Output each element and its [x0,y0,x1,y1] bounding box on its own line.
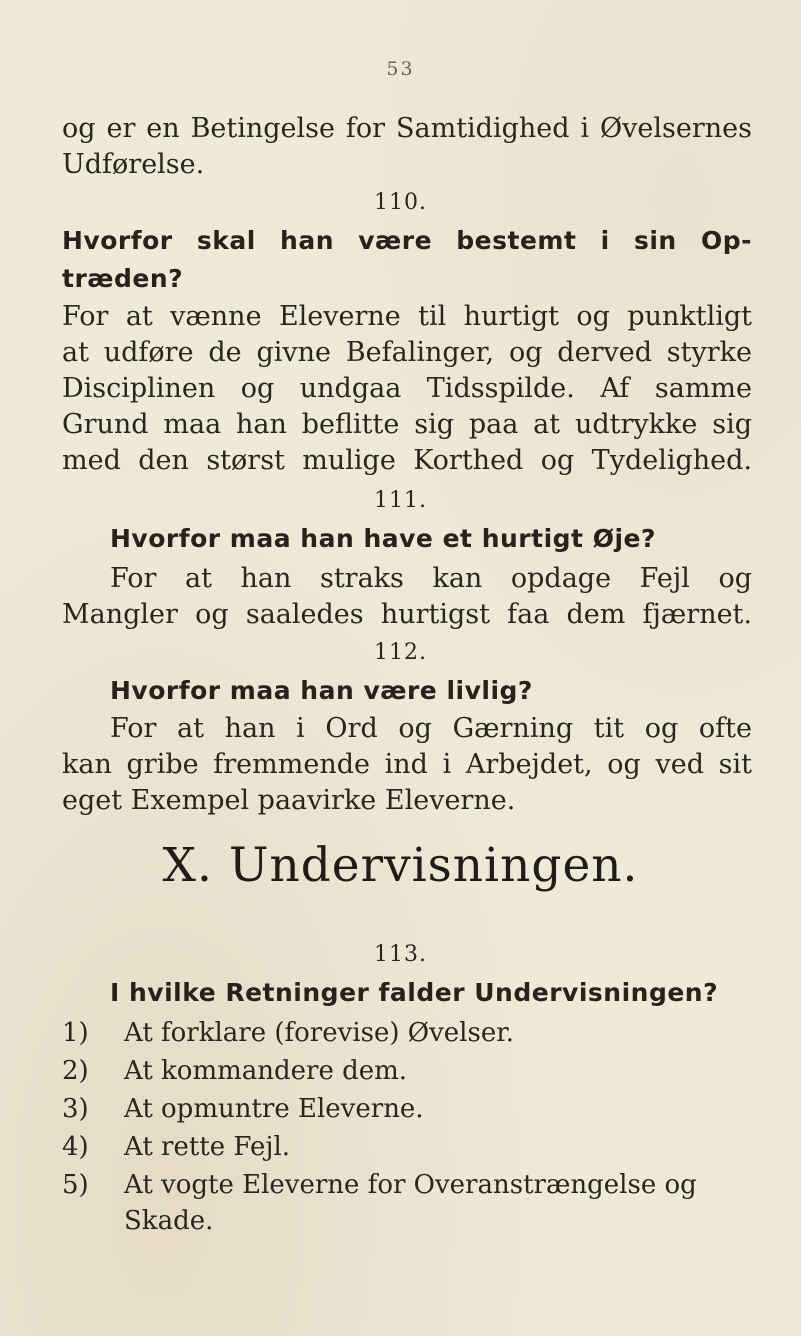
list-item-2-text: At kommandere dem. [124,1056,408,1086]
page-number: 53 [386,58,415,80]
list-item-3-text: At opmuntre Eleverne. [124,1094,424,1124]
section-number-110: 110. [374,190,427,215]
list-item-5-continuation: Skade. [124,1206,214,1236]
list-item-1-text: At forklare (forevise) Øvelser. [124,1018,515,1048]
answer-110-line-2: at udføre de givne Befalinger, og derved styrke [62,337,752,368]
list-item-5 [62,1168,697,1202]
question-113: I hvilke Retninger falder Undervisningen? [110,978,719,1007]
list-item-1 [62,1016,514,1050]
answer-110-line-4: Grund maa han beflitte sig paa at udtrykke sig [62,409,752,440]
answer-110-line-3: Disciplinen og undgaa Tidsspilde. Af samme [62,373,752,404]
section-number-111: 111. [374,488,427,513]
list-item-5-number: 5) [62,1170,89,1200]
section-number-113: 113. [374,942,427,967]
list-item-4 [62,1130,290,1164]
list-item-3 [62,1092,424,1126]
list-item-3-number: 3) [62,1094,89,1124]
chapter-heading: X. Undervisningen. [162,838,639,893]
intro-line-1: og er en Betingelse for Samtidighed i Øvelsernes [62,113,752,144]
question-110-line-2: træden? [62,264,184,293]
list-item-4-text: At rette Fejl. [124,1132,291,1162]
answer-111-line-1: For at han straks kan opdage Fejl og [110,563,752,594]
answer-112-line-1: For at han i Ord og Gærning tit og ofte [110,713,752,744]
question-112: Hvorfor maa han være livlig? [110,676,533,705]
list-item-1-number: 1) [62,1018,89,1048]
answer-110-line-5: med den størst mulige Korthed og Tydelighed. [62,445,752,476]
section-number-112: 112. [374,640,427,665]
answer-111-line-2: Mangler og saaledes hurtigst faa dem fjærnet. [62,599,752,630]
answer-112-line-3: eget Exempel paavirke Eleverne. [62,785,516,816]
list-item-4-number: 4) [62,1132,89,1162]
answer-110-line-1: For at vænne Eleverne til hurtigt og punktligt [62,301,752,332]
list-item-2-number: 2) [62,1056,89,1086]
question-110-line-1: Hvorfor skal han være bestemt i sin Op- [62,226,752,255]
answer-112-line-2: kan gribe fremmende ind i Arbejdet, og ved sit [62,749,752,780]
question-111: Hvorfor maa han have et hurtigt Øje? [110,524,656,553]
intro-line-2: Udførelse. [62,149,205,180]
list-item-2 [62,1054,407,1088]
list-item-5-text: At vogte Eleverne for Overanstrængelse og [124,1170,697,1200]
